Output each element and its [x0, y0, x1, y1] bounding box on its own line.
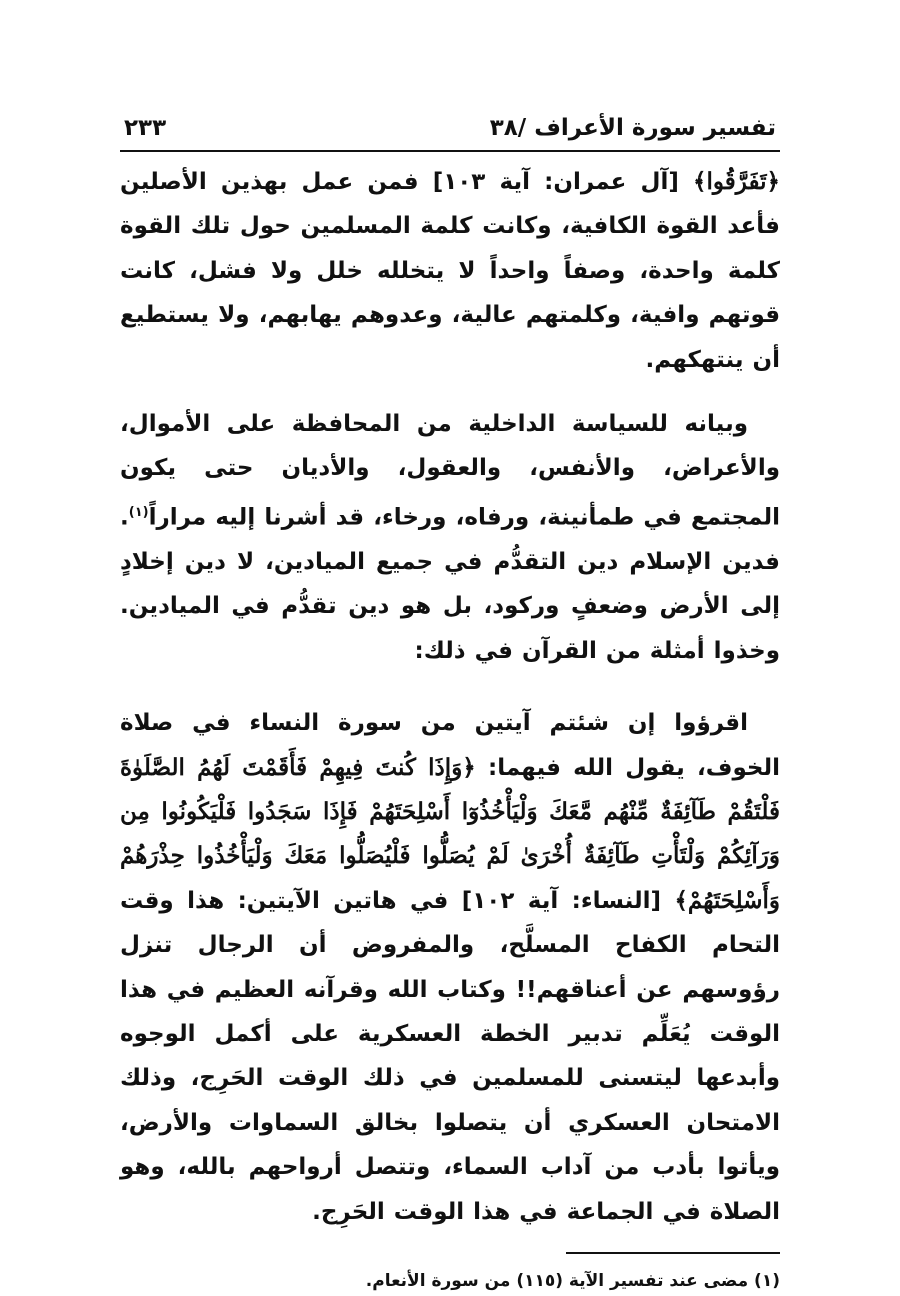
footnote-reference: (١) — [128, 504, 149, 520]
book-page — [120, 112, 780, 1296]
paragraph-2-text-after: . فدين الإسلام دين التقدُّم في جميع الميادين، لا دين إخلادٍ إلى الأرض وضعفٍ وركود، بل هو دين تقدُّم في الميادين. وخذوا أمثلة من القرآن في ذلك: — [120, 504, 780, 664]
paragraph-3 — [120, 701, 780, 1234]
paragraph-1 — [120, 160, 780, 382]
running-title: تفسير سورة الأعراف /٣٨ — [489, 115, 776, 141]
paragraph-3-text-after: [النساء: آية ١٠٢] في هاتين الآيتين: هذا وقت التحام الكفاح المسلَّح، والمفروض أن الرجال تنزل رؤوسهم عن أعناقهم!! وكتاب الله وقرآنه العظيم في هذا الوقت يُعَلِّم تدبير الخطة العسكرية على أكمل الوجوه وأبدعها ليتسنى للمسلمين في ذلك الوقت الحَرِج، وذلك الامتحان العسكري أن يتصلوا بخالق السماوات والأرض، ويأتوا بأدب من آداب السماء، وتتصل أرواحهم بالله، وهو الصلاة في الجماعة في هذا الوقت الحَرِج. — [120, 887, 780, 1225]
page-number: ٢٣٣ — [124, 115, 167, 141]
quran-verse-fragment: ﴿تَفَرَّقُوا﴾ — [693, 168, 780, 195]
footnote-divider — [566, 1252, 780, 1254]
paragraph-2-text: وبيانه للسياسة الداخلية من المحافظة على الأموال، والأعراض، والأنفس، والعقول، والأديان حتى يكون المجتمع في طمأنينة، ورفاه، ورخاء، قد أشرنا إليه مراراً — [120, 411, 780, 531]
page-header — [120, 112, 780, 150]
paragraph-3-intro: اقرؤوا إن شئتم آيتين من سورة النساء في صلاة الخوف، يقول الله فيهما: — [120, 710, 780, 781]
paragraph-1-text: [آل عمران: آية ١٠٣] فمن عمل بهذين الأصلين فأعد القوة الكافية، وكانت كلمة المسلمين حول تلك القوة كلمة واحدة، وصفاً واحداً لا يتخلله خلل ولا فشل، كانت قوتهم وافية، وكلمتهم عالية، وعدوهم يهابهم، ولا يستطيع أن ينتهكهم. — [120, 169, 780, 373]
header-divider — [120, 150, 780, 152]
footnote: (١) مضى عند تفسير الآية (١١٥) من سورة الأنعام. — [365, 1271, 780, 1291]
paragraph-2 — [120, 402, 780, 673]
quran-verse: ﴿وَإِذَا كُنتَ فِيهِمْ فَأَقَمْتَ لَهُمُ الصَّلَوٰةَ فَلْتَقُمْ طَآئِفَةٌ مِّنْهُم مَّعَكَ وَلْيَأْخُذُوٓا أَسْلِحَتَهُمْ فَإِذَا سَجَدُوا فَلْيَكُونُوا مِن وَرَآئِكُمْ وَلْتَأْتِ طَآئِفَةٌ أُخْرَىٰ لَمْ يُصَلُّوا فَلْيُصَلُّوا مَعَكَ وَلْيَأْخُذُوا حِذْرَهُمْ وَأَسْلِحَتَهُمْ﴾ — [120, 753, 780, 914]
